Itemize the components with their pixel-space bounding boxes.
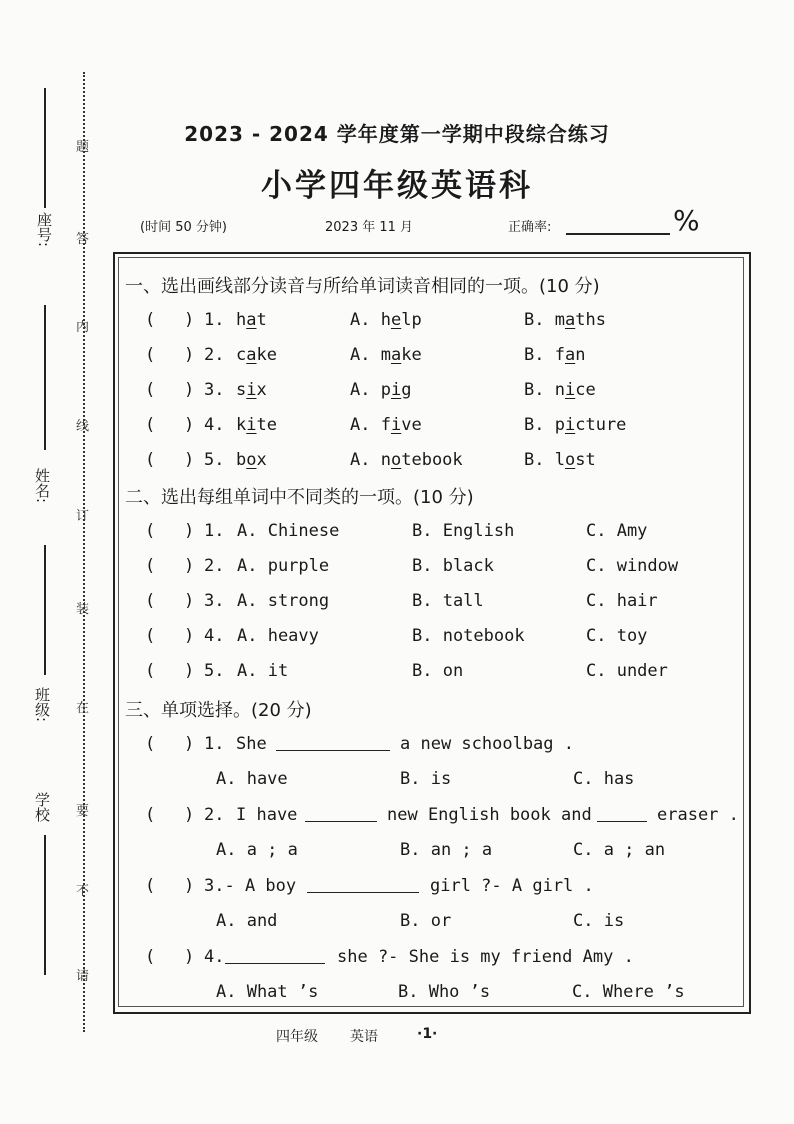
- answer-paren-close: ): [184, 310, 195, 330]
- option-a: A. five: [350, 415, 422, 435]
- given-word: six: [236, 380, 267, 400]
- question-2-options: [0, 840, 794, 864]
- question-text-post: she ?- She is my friend Amy .: [337, 947, 634, 967]
- option-b: B. nice: [524, 380, 596, 400]
- option-a: A. Chinese: [237, 521, 340, 541]
- question-4: [0, 947, 794, 971]
- seal-char: 不: [76, 884, 90, 899]
- answer-paren-close: ): [184, 450, 195, 470]
- question-text-post: girl ?- A girl .: [430, 876, 594, 896]
- question-4-options: [0, 982, 794, 1006]
- answer-paren-open[interactable]: (: [145, 876, 156, 896]
- item-number: 4.: [204, 415, 225, 435]
- answer-paren-open[interactable]: (: [145, 947, 156, 967]
- question-3: [0, 876, 794, 900]
- option-a: A. make: [350, 345, 422, 365]
- class-label: 班级:: [33, 687, 51, 723]
- date-info: 2023 年 11 月: [325, 220, 414, 235]
- item-number: 5.: [204, 450, 225, 470]
- seal-char: 内: [76, 320, 90, 335]
- answer-paren-close: ): [184, 591, 195, 611]
- answer-paren-open[interactable]: (: [145, 380, 156, 400]
- answer-paren-close: ): [184, 415, 195, 435]
- option-a: A. heavy: [237, 626, 319, 646]
- question-text-pre: She: [236, 734, 267, 754]
- subject-title: 小学四年级英语科: [261, 168, 533, 204]
- answer-paren-open[interactable]: (: [145, 734, 156, 754]
- list-item: [0, 450, 794, 474]
- item-number: 3.: [204, 380, 225, 400]
- percent-sign: %: [673, 204, 700, 237]
- question-2: [0, 805, 794, 829]
- list-item: [0, 556, 794, 580]
- option-b: B. is: [400, 769, 452, 789]
- item-number: 3.- A boy: [204, 876, 297, 896]
- option-c: C. a ; an: [573, 840, 666, 860]
- footer-grade: 四年级: [276, 1029, 318, 1045]
- answer-paren-open[interactable]: (: [145, 415, 156, 435]
- footer-subject: 英语: [350, 1029, 378, 1045]
- option-a: A. pig: [350, 380, 412, 400]
- option-b: B. fan: [524, 345, 586, 365]
- answer-paren-open[interactable]: (: [145, 805, 156, 825]
- answer-paren-open[interactable]: (: [145, 626, 156, 646]
- section3-heading: 三、单项选择。(20 分): [125, 700, 312, 721]
- answer-paren-open[interactable]: (: [145, 450, 156, 470]
- option-a: A. a ; a: [216, 840, 298, 860]
- option-a: A. purple: [237, 556, 330, 576]
- answer-paren-close: ): [184, 734, 195, 754]
- option-b: B. an ; a: [400, 840, 493, 860]
- option-b: B. tall: [412, 591, 484, 611]
- list-item: [0, 415, 794, 439]
- list-item: [0, 521, 794, 545]
- list-item: [0, 591, 794, 615]
- seal-char: 在: [76, 701, 90, 716]
- school-label: 学校: [33, 792, 51, 822]
- accuracy-label: 正确率:: [508, 220, 552, 235]
- list-item: [0, 310, 794, 334]
- answer-paren-open[interactable]: (: [145, 661, 156, 681]
- option-c: C. under: [586, 661, 668, 681]
- time-info: (时间 50 分钟): [140, 220, 227, 235]
- answer-paren-open[interactable]: (: [145, 556, 156, 576]
- option-b: B. notebook: [412, 626, 525, 646]
- option-c: C. hair: [586, 591, 658, 611]
- option-a: A. notebook: [350, 450, 463, 470]
- question-text-mid: new English book and: [387, 805, 592, 825]
- option-a: A. and: [216, 911, 278, 931]
- option-b: B. black: [412, 556, 494, 576]
- answer-paren-close: ): [184, 805, 195, 825]
- fill-blank[interactable]: [276, 736, 390, 751]
- answer-paren-close: ): [184, 380, 195, 400]
- item-number: 1.: [204, 310, 225, 330]
- question-1-options: [0, 769, 794, 793]
- item-number: 1.: [204, 734, 225, 754]
- item-number: 2.: [204, 556, 225, 576]
- question-3-options: [0, 911, 794, 935]
- seal-char: 装: [76, 602, 90, 617]
- seat-label: 座号:: [35, 212, 53, 248]
- given-word: box: [236, 450, 267, 470]
- option-c: C. window: [586, 556, 679, 576]
- seal-char: 线: [76, 419, 90, 434]
- answer-paren-close: ): [184, 626, 195, 646]
- answer-paren-open[interactable]: (: [145, 345, 156, 365]
- option-a: A. help: [350, 310, 422, 330]
- item-number: 4.: [204, 947, 225, 967]
- item-number: 2.: [204, 805, 225, 825]
- seal-char: 请: [76, 969, 90, 984]
- question-text-pre: I have: [236, 805, 298, 825]
- accuracy-blank[interactable]: [566, 233, 670, 235]
- answer-paren-close: ): [184, 521, 195, 541]
- answer-paren-close: ): [184, 947, 195, 967]
- option-c: C. Where ’s: [572, 982, 685, 1002]
- given-word: cake: [236, 345, 277, 365]
- seal-char: 答: [76, 232, 90, 247]
- name-label: 姓名:: [33, 468, 51, 504]
- option-a: A. strong: [237, 591, 330, 611]
- option-a: A. have: [216, 769, 288, 789]
- option-c: C. Amy: [586, 521, 648, 541]
- list-item: [0, 626, 794, 650]
- list-item: [0, 661, 794, 685]
- seal-char: 要: [76, 804, 90, 819]
- option-c: C. toy: [586, 626, 648, 646]
- item-number: 4.: [204, 626, 225, 646]
- item-number: 1.: [204, 521, 225, 541]
- question-text-post: a new schoolbag .: [400, 734, 574, 754]
- fill-blank[interactable]: [225, 949, 325, 964]
- option-b: B. on: [412, 661, 464, 681]
- item-number: 2.: [204, 345, 225, 365]
- answer-paren-open[interactable]: (: [145, 310, 156, 330]
- fill-blank[interactable]: [597, 807, 647, 822]
- answer-paren-open[interactable]: (: [145, 591, 156, 611]
- given-word: kite: [236, 415, 277, 435]
- page-number: ·1·: [417, 1026, 438, 1042]
- exam-title: 2023 - 2024 学年度第一学期中段综合练习: [184, 122, 610, 146]
- answer-paren-open[interactable]: (: [145, 521, 156, 541]
- option-b: B. English: [412, 521, 515, 541]
- question-text-post: eraser .: [657, 805, 739, 825]
- answer-paren-close: ): [184, 556, 195, 576]
- fill-blank[interactable]: [307, 878, 419, 893]
- option-a: A. it: [237, 661, 289, 681]
- option-c: C. has: [573, 769, 635, 789]
- given-word: hat: [236, 310, 267, 330]
- option-a: A. What ’s: [216, 982, 319, 1002]
- item-number: 5.: [204, 661, 225, 681]
- fill-blank[interactable]: [305, 807, 377, 822]
- option-c: C. is: [573, 911, 625, 931]
- answer-paren-close: ): [184, 345, 195, 365]
- seal-char: 订: [76, 509, 90, 524]
- question-1: [0, 734, 794, 758]
- answer-paren-close: ): [184, 661, 195, 681]
- section1-heading: 一、选出画线部分读音与所给单词读音相同的一项。(10 分): [125, 276, 600, 297]
- option-b: B. maths: [524, 310, 606, 330]
- section2-heading: 二、选出每组单词中不同类的一项。(10 分): [125, 487, 474, 508]
- answer-paren-close: ): [184, 876, 195, 896]
- option-b: B. picture: [524, 415, 627, 435]
- list-item: [0, 380, 794, 404]
- option-b: B. lost: [524, 450, 596, 470]
- item-number: 3.: [204, 591, 225, 611]
- list-item: [0, 345, 794, 369]
- seal-char: 题: [76, 140, 90, 155]
- option-b: B. Who ’s: [398, 982, 491, 1002]
- option-b: B. or: [400, 911, 452, 931]
